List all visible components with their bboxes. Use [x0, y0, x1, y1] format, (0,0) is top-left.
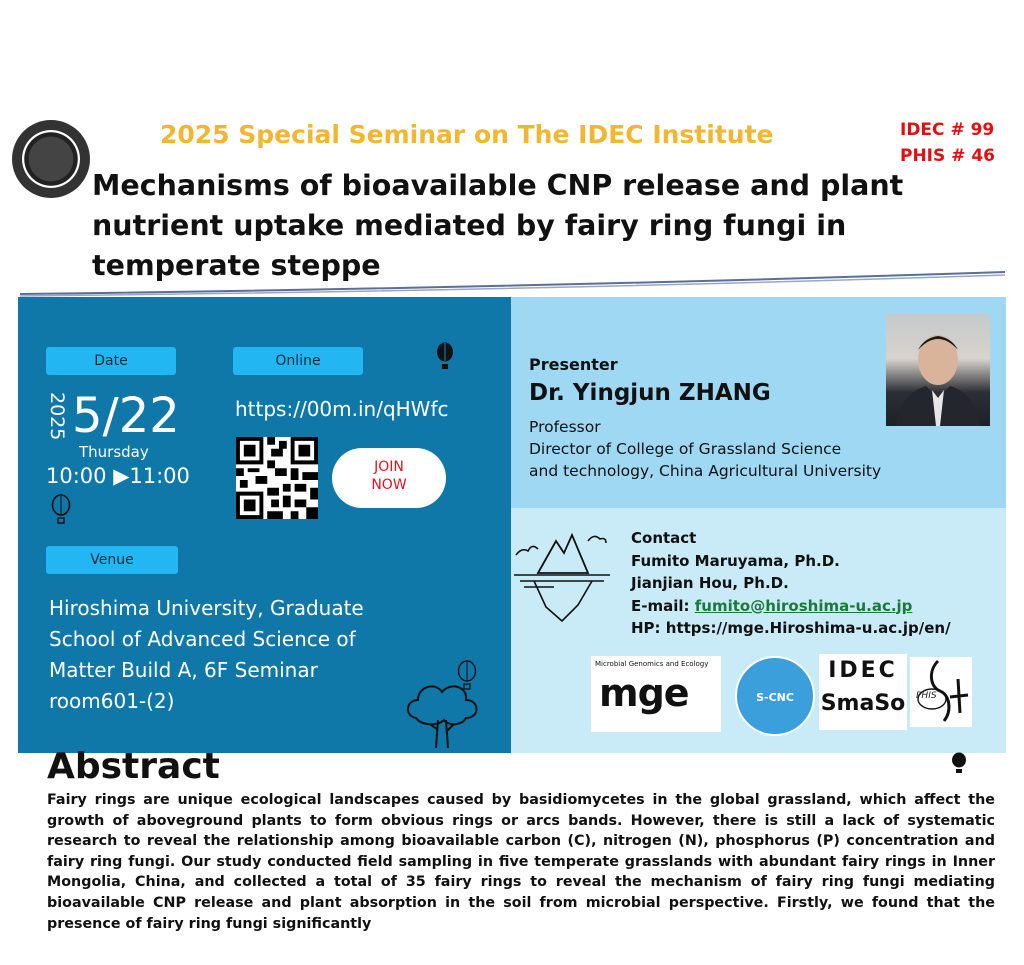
contact-info	[631, 527, 951, 640]
presenter-affiliation	[529, 416, 909, 482]
talk-title-line: Mechanisms of bioavailable CNP release and plant	[92, 169, 904, 202]
idec-smaso-logo	[819, 654, 907, 730]
decorative-swoosh	[20, 260, 1010, 300]
event-year: 2025	[46, 392, 68, 441]
hot-air-balloon-icon	[434, 342, 456, 370]
presenter-name: Dr. Yingjun ZHANG	[529, 380, 771, 406]
venue-line: Matter Build A, 6F Seminar	[49, 658, 318, 682]
phis-logo	[910, 657, 972, 727]
idec-number: IDEC # 99	[900, 120, 995, 140]
iceberg-icon	[514, 525, 610, 625]
presenter-role: Professor	[529, 418, 601, 436]
venue-address	[49, 593, 364, 717]
event-date: 5/22	[72, 388, 180, 444]
hiroshima-university-logo	[12, 120, 90, 198]
join-now-label: NOW	[371, 477, 407, 493]
scnc-logo	[735, 656, 815, 736]
online-url[interactable]: https://00m.in/qHWfc	[235, 397, 449, 421]
email-link[interactable]: fumito@hiroshima-u.ac.jp	[694, 596, 913, 615]
scnc-logo-text: S-CNC	[756, 691, 794, 704]
venue-line: Hiroshima University, Graduate	[49, 596, 364, 620]
contact-homepage[interactable]: HP: https://mge.Hiroshima-u.ac.jp/en/	[631, 619, 951, 637]
presenter-photo	[886, 314, 990, 426]
join-now-button[interactable]	[332, 448, 446, 508]
smaso-logo-text: SmaSo	[820, 691, 906, 716]
contact-email-row	[631, 595, 951, 618]
mge-logo	[591, 656, 721, 732]
phis-number: PHIS # 46	[900, 146, 995, 166]
contact-label: Contact	[631, 529, 697, 547]
date-label: Date	[46, 347, 176, 375]
qr-code[interactable]	[236, 437, 318, 519]
talk-title-line: nutrient uptake mediated by fairy ring fungi in	[92, 209, 847, 242]
affiliation-line: and technology, China Agricultural University	[529, 462, 882, 480]
event-time: 10:00 ▶11:00	[46, 464, 190, 488]
contact-person: Jianjian Hou, Ph.D.	[631, 574, 789, 592]
mge-logo-text: mge	[599, 671, 689, 715]
affiliation-line: Director of College of Grassland Science	[529, 440, 842, 458]
join-now-label: JOIN	[374, 459, 404, 475]
series-numbers	[900, 117, 995, 169]
talk-title-line: temperate steppe	[92, 249, 381, 282]
mge-logo-caption: Microbial Genomics and Ecology	[595, 660, 709, 668]
event-weekday: Thursday	[79, 443, 149, 461]
abstract-text: Fairy rings are unique ecological landscapes caused by basidiomycetes in the global grassland, which affect the growth of aboveground plants to form obvious rings or arcs bands. However, there is still a lack of systematic research to reveal the relationship among bioavailable carbon (C), nitrogen (N), phosphorus (P) concentration and fairy ring fungi. Our study conducted field sampling in five temperate grasslands with abundant fairy rings in Inner Mongolia, China, and collected a total of 35 fairy rings to reveal the mechanism of fairy ring fungi mediating bioavailable CNP release and plant absorption in the soil from microbial perspective. Firstly, we found that the presence of fairy ring fungi significantly	[47, 792, 995, 932]
presenter-label: Presenter	[529, 355, 618, 374]
email-label: E-mail:	[631, 596, 690, 615]
venue-label: Venue	[46, 546, 178, 574]
seminar-title: 2025 Special Seminar on The IDEC Institute	[160, 120, 774, 149]
idec-logo-text: IDEC	[828, 658, 898, 683]
abstract-heading: Abstract	[47, 746, 220, 787]
hot-air-balloon-icon	[950, 752, 968, 774]
contact-person: Fumito Maruyama, Ph.D.	[631, 551, 840, 570]
online-label: Online	[233, 347, 363, 375]
hot-air-balloon-icon	[50, 494, 72, 524]
venue-line: room601-(2)	[49, 689, 175, 713]
tree-icon	[402, 678, 482, 750]
phis-logo-text: PHIS	[916, 691, 937, 701]
venue-line: School of Advanced Science of	[49, 627, 356, 651]
